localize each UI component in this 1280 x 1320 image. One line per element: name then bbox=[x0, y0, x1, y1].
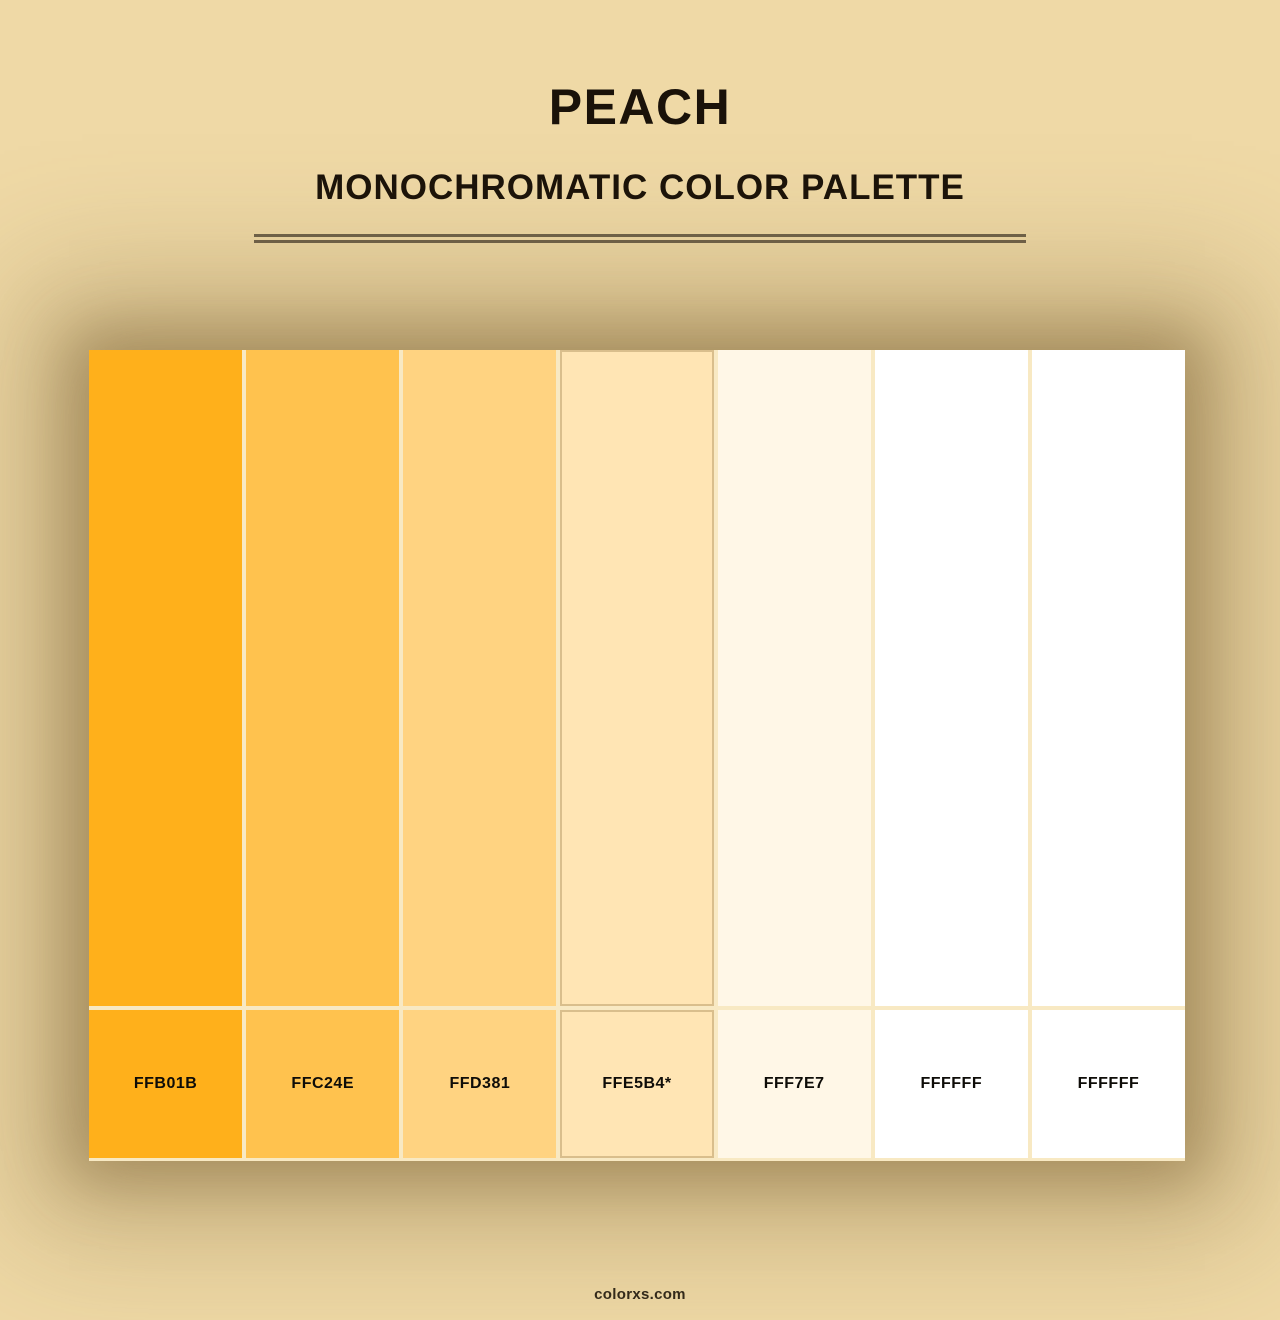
hex-code-label: FFF7E7 bbox=[763, 1075, 825, 1092]
hex-code-label: FFC24E bbox=[291, 1075, 354, 1092]
palette-grid bbox=[89, 350, 1185, 1161]
palette-column bbox=[560, 350, 713, 1158]
color-chip[interactable] bbox=[560, 1010, 713, 1158]
color-swatch[interactable] bbox=[403, 350, 556, 1006]
palette-column bbox=[718, 350, 871, 1158]
color-chip[interactable] bbox=[403, 1010, 556, 1158]
color-chip[interactable] bbox=[246, 1010, 399, 1158]
hex-code-label: FFD381 bbox=[449, 1075, 511, 1092]
hex-code-label: FFFFFF bbox=[1077, 1075, 1140, 1092]
title-divider bbox=[254, 234, 1026, 243]
color-chip[interactable] bbox=[875, 1010, 1028, 1158]
color-chip[interactable] bbox=[89, 1010, 242, 1158]
color-swatch[interactable] bbox=[1032, 350, 1185, 1006]
palette-column bbox=[403, 350, 556, 1158]
palette-column bbox=[89, 350, 242, 1158]
color-swatch[interactable] bbox=[875, 350, 1028, 1006]
color-chip[interactable] bbox=[1032, 1010, 1185, 1158]
header bbox=[0, 0, 1280, 243]
palette-column bbox=[875, 350, 1028, 1158]
palette-column bbox=[246, 350, 399, 1158]
palette-title: PEACH bbox=[548, 79, 732, 135]
palette-column bbox=[1032, 350, 1185, 1158]
color-chip[interactable] bbox=[718, 1010, 871, 1158]
footer bbox=[0, 1286, 1280, 1304]
hex-code-label: FFFFFF bbox=[920, 1075, 983, 1092]
site-link[interactable]: colorxs.com bbox=[594, 1286, 686, 1303]
color-swatch[interactable] bbox=[718, 350, 871, 1006]
palette-subtitle: MONOCHROMATIC COLOR PALETTE bbox=[315, 168, 965, 207]
hex-code-label: FFE5B4* bbox=[602, 1075, 672, 1092]
hex-code-label: FFB01B bbox=[133, 1075, 198, 1092]
color-swatch[interactable] bbox=[89, 350, 242, 1006]
color-swatch[interactable] bbox=[560, 350, 713, 1006]
color-swatch[interactable] bbox=[246, 350, 399, 1006]
